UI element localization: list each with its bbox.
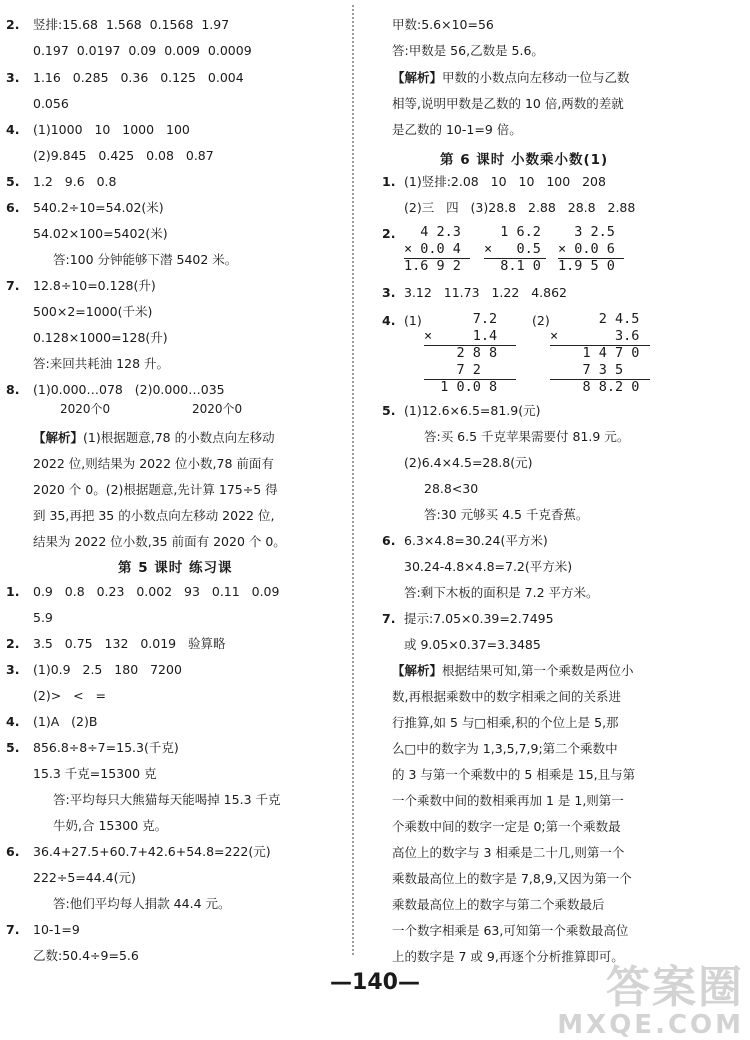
watermark — [557, 962, 744, 1040]
answer-line: 或 9.05×0.37=3.3485 — [404, 637, 541, 652]
answer-line: 答:平均每只大熊猫每天能喝掉 15.3 千克 — [53, 792, 281, 807]
analysis-line: 的 3 与第一个乘数中的 5 相乘是 15,且与第 — [392, 767, 636, 782]
analysis-line: 2022 位,则结果为 2022 位小数,78 前面有 — [33, 456, 274, 471]
analysis-line: 乘数最高位上的数字是 7,8,9,又因为第一个 — [392, 871, 632, 886]
analysis-tag: 【解析】 — [392, 70, 443, 85]
answer-line: 0.197 0.0197 0.09 0.009 0.0009 — [33, 43, 252, 58]
answer-line: 856.8÷8÷7=15.3(千克) — [33, 740, 179, 755]
vm-row: 3 2.5 — [558, 224, 615, 240]
vm-row: 7.2 — [424, 311, 498, 327]
answer-line: (1)竖排:2.08 10 10 100 208 — [404, 174, 606, 189]
answer-line: (2)三 四 (3)28.8 2.88 28.8 2.88 — [404, 200, 636, 215]
answer-line: 竖排:15.68 1.568 0.1568 1.97 — [33, 17, 230, 32]
vm-row: 1 4 7 0 — [550, 345, 640, 361]
analysis-line: 数,再根据乘数中的数字相乘之间的关系进 — [392, 689, 621, 704]
vm-row: × 0.5 — [484, 241, 541, 257]
answer-line: 500×2=1000(千米) — [33, 304, 153, 319]
analysis-line: 行推算,如 5 与□相乘,积的个位上是 5,那 — [392, 715, 619, 730]
question-number: 2. — [6, 17, 20, 32]
analysis-line: 么□中的数字为 1,3,5,7,9;第二个乘数中 — [392, 741, 618, 756]
answer-line: 乙数:50.4÷9=5.6 — [33, 948, 139, 963]
question-number: 5. — [382, 403, 396, 418]
part-label: (1) — [404, 313, 422, 328]
vm-row: × 0.0 4 — [404, 241, 461, 257]
answer-line: 甲数:5.6×10=56 — [392, 17, 494, 32]
question-number: 5. — [6, 174, 20, 189]
answer-line: 答:剩下木板的面积是 7.2 平方米。 — [404, 585, 599, 600]
question-number: 2. — [6, 636, 20, 651]
vm-row: 7 3 5 — [550, 362, 624, 378]
answer-line: 答:100 分钟能够下潜 5402 米。 — [53, 252, 238, 267]
answer-line: 3.12 11.73 1.22 4.862 — [404, 285, 567, 300]
answer-line: (1)1000 10 1000 100 — [33, 122, 190, 137]
question-number: 6. — [382, 533, 396, 548]
question-number: 3. — [6, 662, 20, 677]
answer-line: 0.056 — [33, 96, 69, 111]
watermark-url: MXQE.COM — [557, 1010, 744, 1040]
watermark-logo-text: 答案圈 — [606, 962, 744, 1013]
answer-line: 答:买 6.5 千克苹果需要付 81.9 元。 — [424, 429, 630, 444]
answer-line: 12.8÷10=0.128(升) — [33, 278, 156, 293]
underbrace-label: 2020个0 — [60, 402, 111, 416]
question-number: 3. — [6, 70, 20, 85]
analysis-line: 一个数字相乘是 63,可知第一个乘数最高位 — [392, 923, 629, 938]
section-title: 第 6 课时 小数乘小数(1) — [440, 152, 609, 168]
analysis-line — [33, 430, 275, 446]
answer-line: 36.4+27.5+60.7+42.6+54.8=222(元) — [33, 844, 271, 859]
part-label: (2) — [532, 313, 550, 328]
analysis-line: 是乙数的 10-1=9 倍。 — [392, 122, 522, 137]
vm-row: × 3.6 — [550, 328, 640, 344]
vm-row: 1.9 5 0 — [558, 258, 615, 274]
answer-line: (2)> < = — [33, 688, 106, 703]
vm-row: 4 2.3 — [404, 224, 461, 240]
question-number: 7. — [6, 922, 20, 937]
answer-line: 0.128×1000=128(升) — [33, 330, 168, 345]
answer-line: 28.8<30 — [424, 481, 479, 496]
answer-line: 540.2÷10=54.02(米) — [33, 200, 164, 215]
answer-line: 牛奶,合 15300 克。 — [53, 818, 168, 833]
question-number: 3. — [382, 285, 396, 300]
analysis-line: 一个乘数中间的数相乘再加 1 是 1,则第一 — [392, 793, 624, 808]
question-number: 4. — [382, 313, 396, 328]
question-number: 2. — [382, 226, 396, 241]
analysis-tag: 【解析】 — [33, 430, 84, 445]
analysis-line — [392, 663, 634, 679]
page-number: —140— — [330, 970, 420, 995]
answer-line: 答:来回共耗油 128 升。 — [33, 356, 170, 371]
answer-line: (1)12.6×6.5=81.9(元) — [404, 403, 541, 418]
question-number: 1. — [6, 584, 20, 599]
vm-row: 7 2 — [424, 362, 481, 378]
question-number: 4. — [6, 122, 20, 137]
answer-line: 提示:7.05×0.39=2.7495 — [404, 611, 554, 626]
answer-line: (2)6.4×4.5=28.8(元) — [404, 455, 533, 470]
answer-line: (2)9.845 0.425 0.08 0.87 — [33, 148, 214, 163]
analysis-tag: 【解析】 — [392, 663, 443, 678]
analysis-text: 甲数的小数点向左移动一位与乙数 — [442, 70, 630, 85]
vm-row: 8 8.2 0 — [550, 379, 640, 395]
answer-line: 答:甲数是 56,乙数是 5.6。 — [392, 43, 544, 58]
question-number: 7. — [382, 611, 396, 626]
analysis-line: 到 35,再把 35 的小数点向左移动 2022 位, — [33, 508, 275, 523]
answer-line: 1.16 0.285 0.36 0.125 0.004 — [33, 70, 244, 85]
vm-row: 8.1 0 — [484, 258, 541, 274]
answer-line: 0.9 0.8 0.23 0.002 93 0.11 0.09 — [33, 584, 280, 599]
question-number: 6. — [6, 200, 20, 215]
vm-row: × 0.0 6 — [558, 241, 615, 257]
answer-line: (1)0.000…078 (2)0.000…035 — [33, 382, 225, 397]
vm-row: 1.6 9 2 — [404, 258, 461, 274]
analysis-line: 上的数字是 7 或 9,再逐个分析推算即可。 — [392, 949, 624, 964]
question-number: 5. — [6, 740, 20, 755]
answer-line: 10-1=9 — [33, 922, 80, 937]
answer-line: 6.3×4.8=30.24(平方米) — [404, 533, 548, 548]
analysis-line — [392, 70, 630, 86]
question-number: 8. — [6, 382, 20, 397]
question-number: 6. — [6, 844, 20, 859]
answer-line: (1)0.9 2.5 180 7200 — [33, 662, 182, 677]
analysis-line: 2020 个 0。(2)根据题意,先计算 175÷5 得 — [33, 482, 278, 497]
analysis-line: 高位上的数字与 3 相乘是二十几,则第一个 — [392, 845, 625, 860]
answer-line: 3.5 0.75 132 0.019 验算略 — [33, 636, 226, 651]
answer-line: 1.2 9.6 0.8 — [33, 174, 117, 189]
analysis-line: 个乘数中间的数字一定是 0;第一个乘数最 — [392, 819, 621, 834]
answer-line: 答:他们平均每人捐款 44.4 元。 — [53, 896, 231, 911]
answer-line: 54.02×100=5402(米) — [33, 226, 168, 241]
question-number: 1. — [382, 174, 396, 189]
answer-line: 30.24-4.8×4.8=7.2(平方米) — [404, 559, 573, 574]
vm-row: 1 6.2 — [484, 224, 541, 240]
vm-row: 2 8 8 — [424, 345, 498, 361]
answer-line: 答:30 元够买 4.5 千克香蕉。 — [424, 507, 589, 522]
question-number: 7. — [6, 278, 20, 293]
answer-line: 5.9 — [33, 610, 53, 625]
underbrace-label: 2020个0 — [192, 402, 243, 416]
column-divider — [352, 5, 354, 955]
question-number: 4. — [6, 714, 20, 729]
analysis-line: 相等,说明甲数是乙数的 10 倍,两数的差就 — [392, 96, 624, 111]
analysis-text: 根据结果可知,第一个乘数是两位小 — [442, 663, 634, 678]
vm-row: × 1.4 — [424, 328, 498, 344]
section-title: 第 5 课时 练习课 — [118, 560, 233, 576]
analysis-line: 乘数最高位上的数字与第二个乘数最后 — [392, 897, 605, 912]
analysis-text: (1)根据题意,78 的小数点向左移动 — [83, 430, 275, 445]
answer-line: (1)A (2)B — [33, 714, 98, 729]
vm-row: 2 4.5 — [550, 311, 640, 327]
answer-line: 222÷5=44.4(元) — [33, 870, 136, 885]
answer-line: 15.3 千克=15300 克 — [33, 766, 157, 781]
vm-row: 1 0.0 8 — [424, 379, 498, 395]
analysis-line: 结果为 2022 位小数,35 前面有 2020 个 0。 — [33, 534, 286, 549]
